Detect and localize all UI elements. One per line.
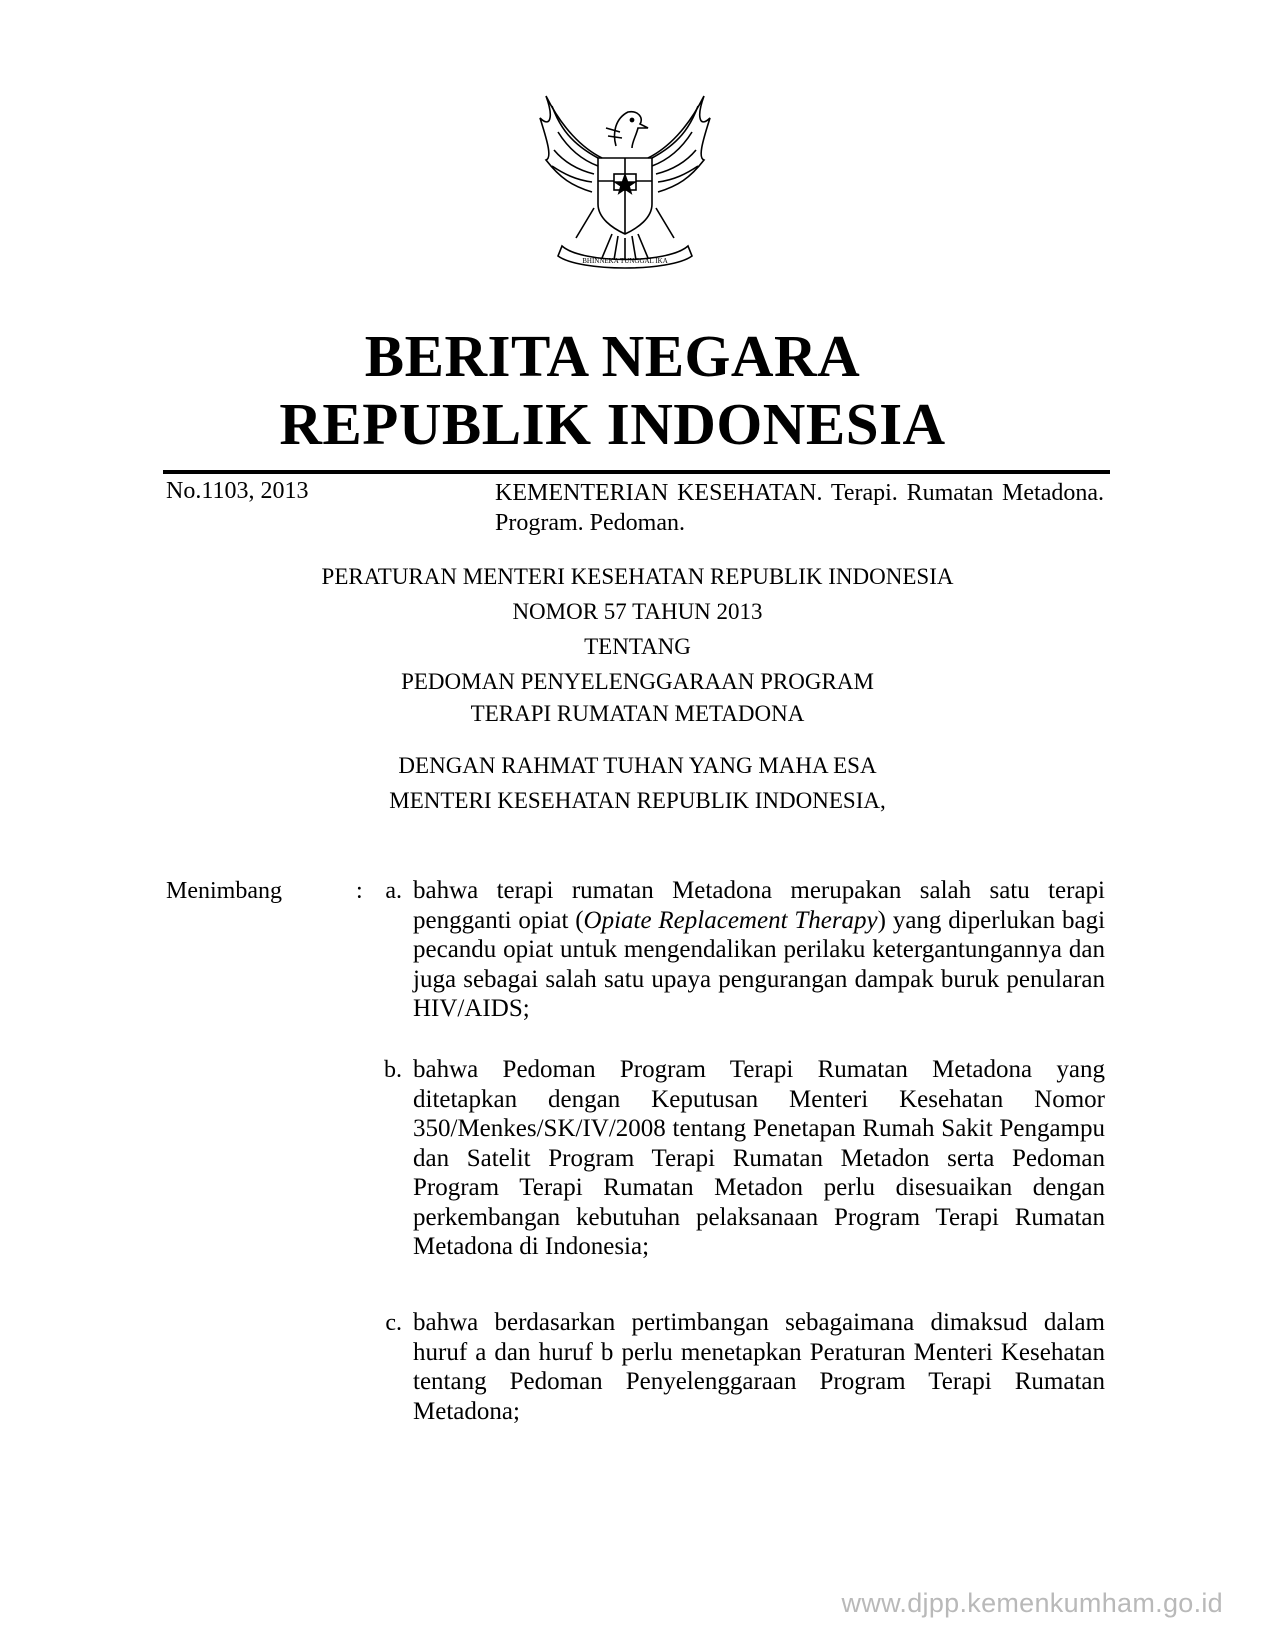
header-rule [163, 470, 1110, 474]
regulation-subject-line1: PEDOMAN PENYELENGGARAAN PROGRAM [401, 669, 874, 694]
preamble-line1: DENGAN RAHMAT TUHAN YANG MAHA ESA [398, 753, 877, 778]
masthead-title: BERITA NEGARA [364, 323, 861, 389]
item-c-mark: c. [385, 1310, 402, 1336]
issue-number: No.1103, 2013 [166, 478, 309, 504]
preamble-line2: MENTERI KESEHATAN REPUBLIK INDONESIA, [389, 788, 886, 813]
item-b-mark: b. [384, 1057, 402, 1083]
regulation-number: NOMOR 57 TAHUN 2013 [512, 599, 763, 624]
considering-label: Menimbang [166, 878, 282, 904]
regulation-title: PERATURAN MENTERI KESEHATAN REPUBLIK INDONESIA [321, 564, 954, 589]
considering-colon: : [356, 878, 363, 904]
regulation-about: TENTANG [584, 634, 691, 659]
issue-description: KEMENTERIAN KESEHATAN. Terapi. Rumatan Metadona. Program. Pedoman. [495, 480, 1104, 536]
garuda-emblem-icon [532, 88, 718, 274]
item-a-italic: Opiate Replacement Therapy [583, 906, 878, 934]
watermark-url: www.djpp.kemenkumham.go.id [841, 1588, 1223, 1618]
considering-item-c: bahwa berdasarkan pertimbangan sebagaimana dimaksud dalam huruf a dan huruf b perlu menetapkan Peraturan Menteri Kesehatan tentang Pedoman Penyelenggaraan Program Terapi Rumatan Metadona; [413, 1309, 1105, 1425]
masthead-subtitle: REPUBLIK INDONESIA [279, 391, 946, 457]
item-a-mark: a. [385, 878, 402, 904]
svg-text:BHINNEKA TUNGGAL IKA: BHINNEKA TUNGGAL IKA [582, 257, 668, 265]
considering-item-b: bahwa Pedoman Program Terapi Rumatan Metadona yang ditetapkan dengan Keputusan Menteri Kesehatan Nomor 350/Menkes/SK/IV/2008 tentang Penetapan Rumah Sakit Pengampu dan Satelit Program Terapi Rumatan Metadon serta Pedoman Program Terapi Rumatan Metadon perlu disesuaikan dengan perkembangan kebutuhan pelaksanaan Program Terapi Rumatan Metadona di Indonesia; [413, 1056, 1105, 1260]
regulation-subject-line2: TERAPI RUMATAN METADONA [470, 701, 805, 726]
item-a-text-1: bahwa terapi rumatan Metadona merupakan salah satu terapi pengganti opiat ( [413, 877, 1105, 934]
item-a-text-2: ) yang diperlukan bagi pecandu opiat untuk mengendalikan perilaku ketergantungannya dan juga sebagai salah satu upaya pengurangan dampak buruk penularan HIV/AIDS; [413, 906, 1106, 1022]
considering-item-a [413, 876, 1105, 1024]
